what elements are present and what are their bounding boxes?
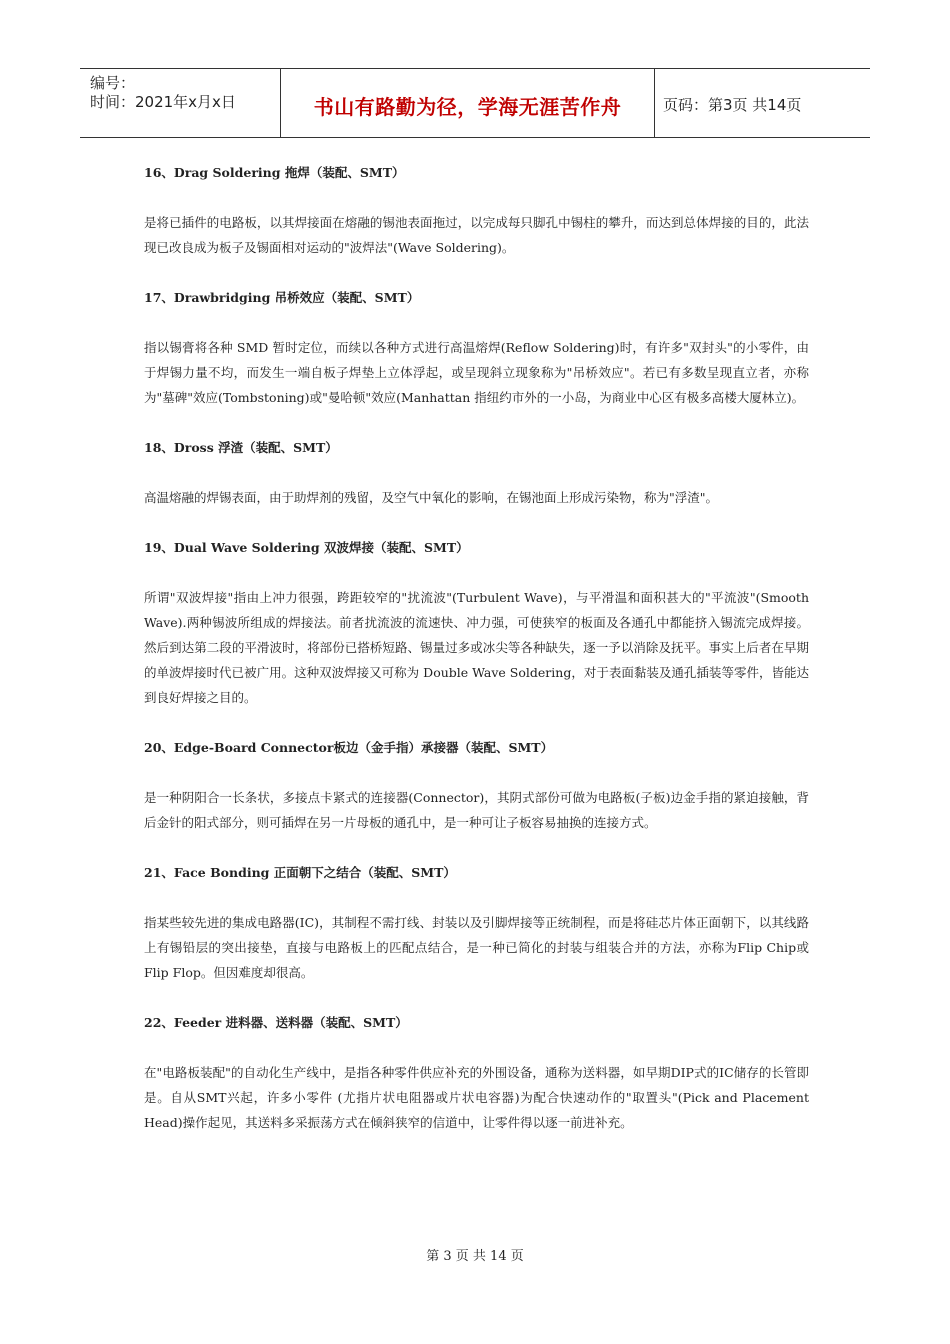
section-paragraph: 所谓"双波焊接"指由上冲力很强，跨距较窄的"扰流波"(Turbulent Wave)，与平滑温和面积甚大的"平流波"(Smooth Wave).两种锡波所组成的焊接法。前者扰流波的流速快、冲力强，可使狭窄的板面及各通孔中都能挤入锡流完成焊接。然后到达第二段的平滑波时，将部份已搭桥短路、锡量过多或冰尖等各种缺失，逐一予以消除及抚平。事实上后者在早期的单波焊接时代已被广用。这种双波焊接又可称为 Double Wave Soldering，对于表面黏装及通孔插装等零件，皆能达到良好焊接之目的。 bbox=[144, 590, 809, 705]
document-date-label: 时间：2021年x月x日 bbox=[90, 93, 236, 111]
page-footer: 第 3 页 共 14 页 bbox=[426, 1249, 524, 1264]
section-title: 20、Edge-Board Connector板边（金手指）承接器（装配、SMT） bbox=[144, 740, 554, 755]
header-page-label: 页码：第3页 共14页 bbox=[663, 96, 802, 114]
section-title: 21、Face Bonding 正面朝下之结合（装配、SMT） bbox=[144, 865, 456, 880]
section-16 bbox=[144, 160, 809, 285]
page-header bbox=[80, 68, 870, 138]
header-motto-cell bbox=[281, 69, 655, 137]
section-paragraph: 是一种阴阳合一长条状，多接点卡紧式的连接器(Connector)，其阴式部份可做为电路板(子板)边金手指的紧迫接触，背后金针的阳式部分，则可插焊在另一片母板的通孔中，是一种可让子板容易抽换的连接方式。 bbox=[144, 790, 809, 830]
section-22 bbox=[144, 1010, 809, 1135]
document-number-label: 编号： bbox=[90, 74, 136, 92]
section-paragraph: 指以锡膏将各种 SMD 暂时定位，而续以各种方式进行高温熔焊(Reflow Soldering)时，有许多"双封头"的小零件，由于焊锡力量不均，而发生一端自板子焊垫上立体浮起，或呈现斜立现象称为"吊桥效应"。若已有多数呈现直立者，亦称为"墓碑"效应(Tombstoning)或"曼哈顿"效应(Manhattan 指纽约市外的一小岛，为商业中心区有极多高楼大厦林立)。 bbox=[144, 340, 809, 405]
section-paragraph: 指某些较先进的集成电路器(IC)，其制程不需打线、封装以及引脚焊接等正统制程，而是将硅芯片体正面朝下，以其线路上有锡铅层的突出接垫，直接与电路板上的匹配点结合，是一种已简化的封装与组装合并的方法，亦称为Flip Chip或Flip Flop。但因难度却很高。 bbox=[144, 915, 809, 980]
section-title: 17、Drawbridging 吊桥效应（装配、SMT） bbox=[144, 290, 420, 305]
header-page-cell bbox=[655, 69, 870, 137]
section-paragraph: 是将已插件的电路板，以其焊接面在熔融的锡池表面拖过，以完成每只脚孔中锡柱的攀升，而达到总体焊接的目的，此法现已改良成为板子及锡面相对运动的"波焊法"(Wave Soldering)。 bbox=[144, 215, 809, 255]
section-title: 18、Dross 浮渣（装配、SMT） bbox=[144, 440, 338, 455]
section-18 bbox=[144, 435, 809, 535]
section-title: 16、Drag Soldering 拖焊（装配、SMT） bbox=[144, 165, 405, 180]
document-body bbox=[144, 160, 809, 1135]
section-21 bbox=[144, 860, 809, 1010]
section-17 bbox=[144, 285, 809, 435]
section-paragraph: 在"电路板装配"的自动化生产线中，是指各种零件供应补充的外围设备，通称为送料器，如早期DIP式的IC储存的长管即是。自从SMT兴起，许多小零件 (尤指片状电阻器或片状电容器)为配合快速动作的"取置头"(Pick and Placement Head)操作起见，其送料多采振荡方式在倾斜狭窄的信道中，让零件得以逐一前进补充。 bbox=[144, 1065, 809, 1130]
header-info-cell bbox=[80, 69, 281, 137]
section-paragraph: 高温熔融的焊锡表面，由于助焊剂的残留，及空气中氧化的影响，在锡池面上形成污染物，称为"浮渣"。 bbox=[144, 490, 719, 505]
header-motto: 书山有路勤为径，学海无涯苦作舟 bbox=[313, 95, 622, 119]
section-title: 19、Dual Wave Soldering 双波焊接（装配、SMT） bbox=[144, 540, 469, 555]
section-20 bbox=[144, 735, 809, 860]
section-19 bbox=[144, 535, 809, 735]
section-title: 22、Feeder 进料器、送料器（装配、SMT） bbox=[144, 1015, 408, 1030]
